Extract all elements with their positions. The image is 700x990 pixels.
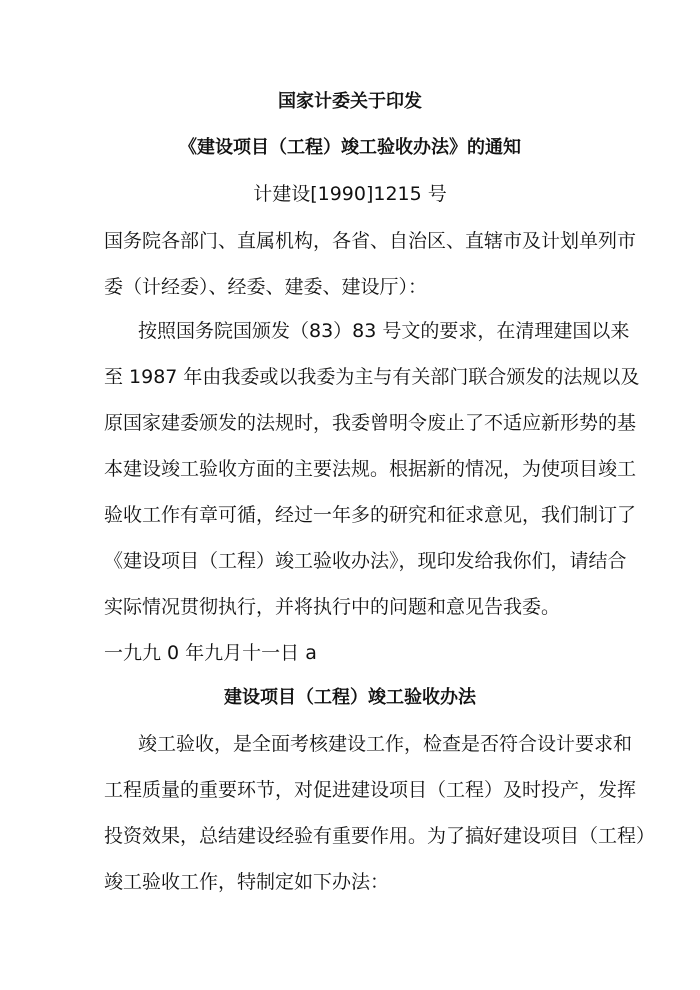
addressee-line-2: 委（计经委）、经委、建委、建设厅）： xyxy=(104,276,428,298)
section-title: 建设项目（工程）竣工验收办法 xyxy=(224,687,476,708)
body-line-6: 《建设项目（工程）竣工验收办法》，现印发给我你们，请结合 xyxy=(104,550,627,572)
body-line-7: 实际情况贯彻执行，并将执行中的问题和意见告我委。 xyxy=(104,596,561,618)
section-line-4: 竣工验收工作，特制定如下办法： xyxy=(104,871,390,893)
addressee-line-1: 国务院各部门、直属机构，各省、自治区、直辖市及计划单列市 xyxy=(104,230,637,252)
section-line-2: 工程质量的重要环节，对促进建设项目（工程）及时投产，发挥 xyxy=(104,779,637,801)
body-line-5: 验收工作有章可循，经过一年多的研究和征求意见，我们制订了 xyxy=(104,504,637,526)
body-line-3: 原国家建委颁发的法规时，我委曾明令废止了不适应新形势的基 xyxy=(104,412,637,434)
body-line-1: 按照国务院国颁发（83）83 号文的要求，在清理建国以来 xyxy=(138,320,630,342)
notice-title-line-1: 国家计委关于印发 xyxy=(278,91,422,112)
section-line-3: 投资效果，总结建设经验有重要作用。为了搞好建设项目（工程） xyxy=(104,825,656,847)
document-number: 计建设[1990]1215 号 xyxy=(253,183,447,205)
body-line-4: 本建设竣工验收方面的主要法规。根据新的情况，为使项目竣工 xyxy=(104,458,637,480)
section-line-1: 竣工验收，是全面考核建设工作，检查是否符合设计要求和 xyxy=(138,733,633,755)
notice-title-line-2: 《建设项目（工程）竣工验收办法》的通知 xyxy=(179,137,521,158)
body-line-2: 至 1987 年由我委或以我委为主与有关部门联合颁发的法规以及 xyxy=(104,366,640,388)
issue-date: 一九九 0 年九月十一日 a xyxy=(104,642,317,664)
